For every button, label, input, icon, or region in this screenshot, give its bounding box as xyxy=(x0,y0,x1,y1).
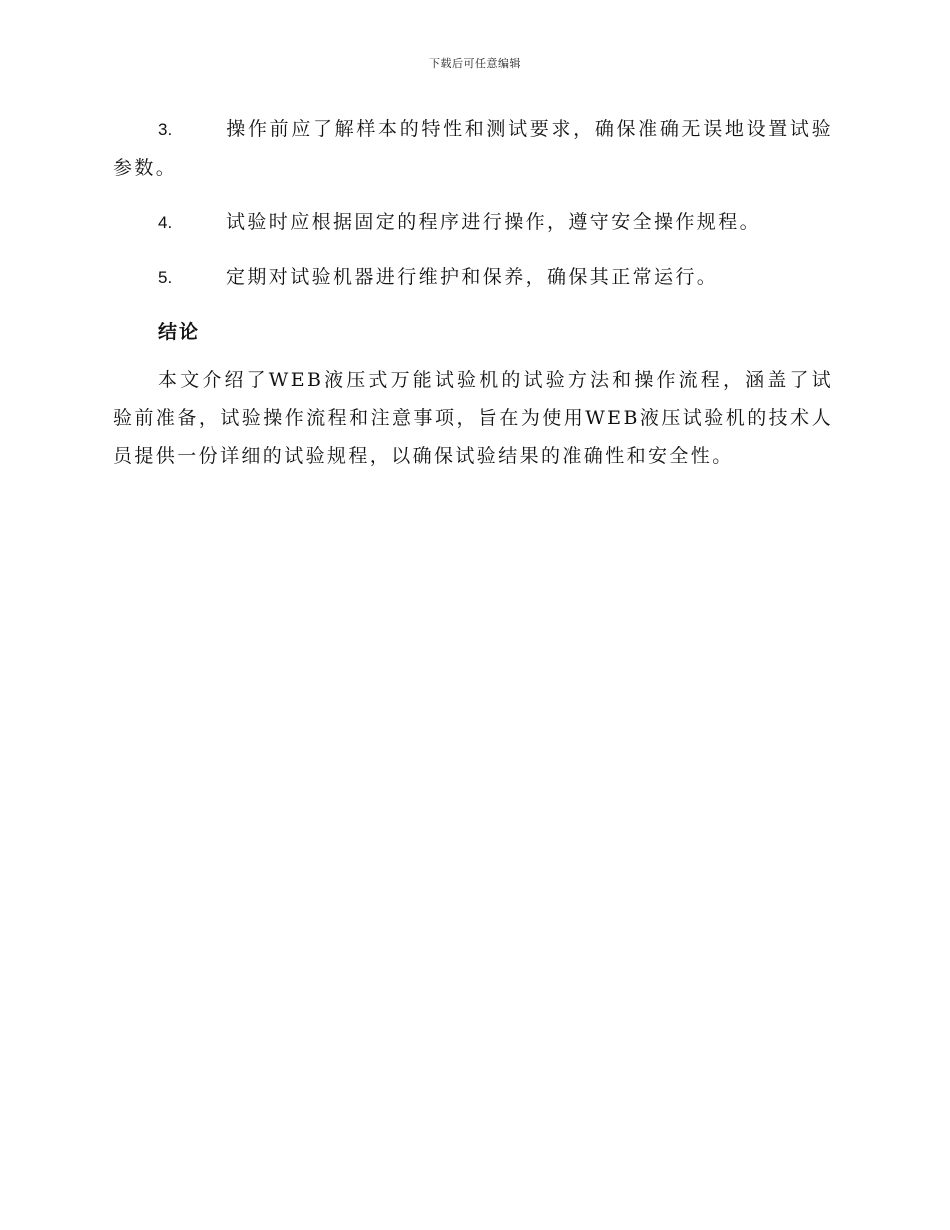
list-item-4 xyxy=(113,203,833,242)
page-header: 下载后可任意编辑 xyxy=(429,57,521,70)
list-item-text: 定期对试验机器进行维护和保养，确保其正常运行。 xyxy=(226,266,719,288)
list-number: 3. xyxy=(158,120,173,139)
list-item-3 xyxy=(113,110,833,187)
conclusion-paragraph: 本文介绍了WEB液压式万能试验机的试验方法和操作流程，涵盖了试验前准备，试验操作流程和注意事项，旨在为使用WEB液压试验机的技术人员提供一份详细的试验规程，以确保试验结果的准确性和安全性。 xyxy=(113,369,833,467)
list-number: 4. xyxy=(158,213,173,232)
document-body xyxy=(113,110,833,475)
list-item-5 xyxy=(113,258,833,297)
list-number: 5. xyxy=(158,268,173,287)
list-item-text: 试验时应根据固定的程序进行操作，遵守安全操作规程。 xyxy=(226,211,762,233)
list-item-text: 操作前应了解样本的特性和测试要求，确保准确无误地设置试验参数。 xyxy=(113,118,833,179)
section-heading-conclusion: 结论 xyxy=(158,321,201,343)
